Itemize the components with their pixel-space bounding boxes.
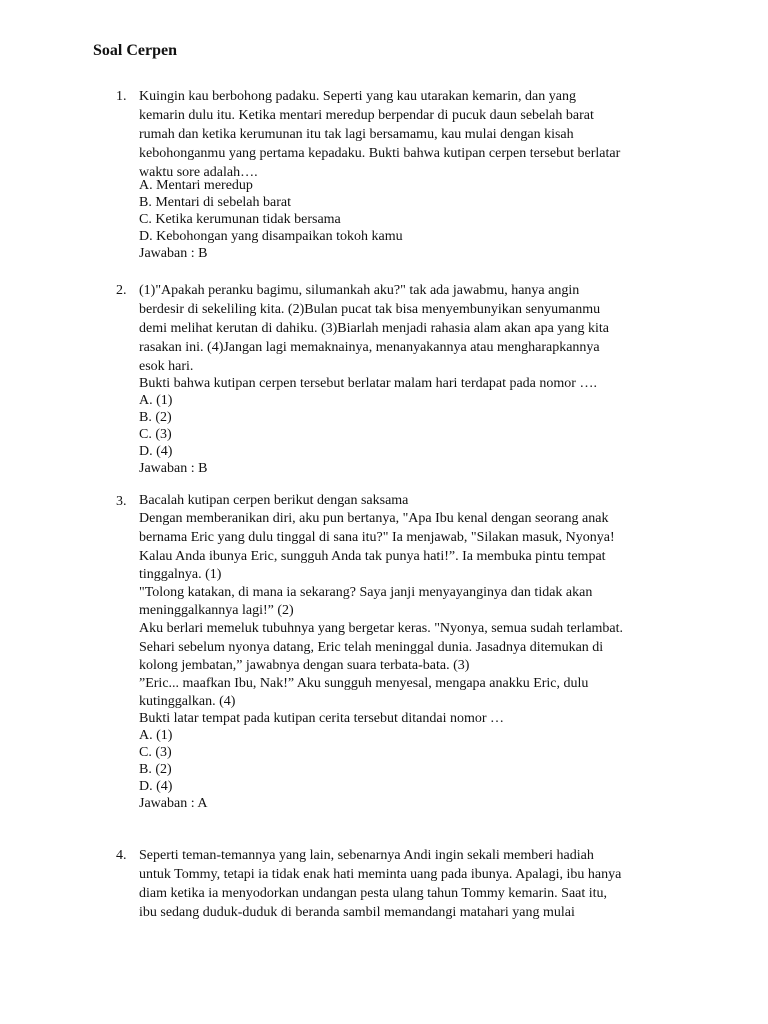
passage-line: (1)"Apakah peranku bagimu, silumankah aku?" tak ada jawabmu, hanya angin — [139, 283, 580, 298]
passage-line: meninggalkannya lagi!” (2) — [139, 603, 294, 618]
question-prompt: Bukti bahwa kutipan cerpen tersebut berlatar malam hari terdapat pada nomor …. — [139, 376, 597, 391]
passage-line: waktu sore adalah…. — [139, 165, 258, 180]
option-d: D. Kebohongan yang disampaikan tokoh kamu — [139, 229, 403, 244]
passage-line: Sehari sebelum nyonya datang, Eric telah meninggal dunia. Jasadnya ditemukan di — [139, 640, 604, 655]
option-a: A. (1) — [139, 728, 173, 743]
question-number: 1. — [116, 89, 127, 104]
passage-line: rumah dan ketika kerumunan itu tak lagi bersamamu, kau mulai dengan kisah — [139, 127, 574, 142]
passage-line: kebohonganmu yang pertama kepadaku. Bukti bahwa kutipan cerpen tersebut berlatar — [139, 146, 621, 161]
answer: Jawaban : B — [139, 461, 208, 476]
passage-line: diam ketika ia menyodorkan undangan pesta ulang tahun Tommy kemarin. Saat itu, — [139, 886, 608, 901]
question-number: 2. — [116, 283, 127, 298]
option-c: C. Ketika kerumunan tidak bersama — [139, 212, 341, 227]
passage-line: esok hari. — [139, 359, 194, 374]
passage-line: Seperti teman-temannya yang lain, sebenarnya Andi ingin sekali memberi hadiah — [139, 848, 594, 863]
passage-line: tinggalnya. (1) — [139, 567, 222, 582]
passage-line: ibu sedang duduk-duduk di beranda sambil memandangi matahari yang mulai — [139, 905, 575, 920]
option-c: C. (3) — [139, 745, 172, 760]
passage-line: untuk Tommy, tetapi ia tidak enak hati meminta uang pada ibunya. Apalagi, ibu hanya — [139, 867, 622, 882]
passage-line: kemarin dulu itu. Ketika mentari meredup berpendar di pucuk daun sebelah barat — [139, 108, 594, 123]
passage-line: ”Eric... maafkan Ibu, Nak!” Aku sungguh menyesal, mengapa anakku Eric, dulu — [139, 676, 589, 691]
question-number: 4. — [116, 848, 127, 863]
question-body — [139, 87, 684, 262]
question-body — [139, 846, 684, 922]
option-b: B. Mentari di sebelah barat — [139, 195, 292, 210]
question-intro: Bacalah kutipan cerpen berikut dengan saksama — [139, 493, 409, 508]
passage-line: Dengan memberanikan diri, aku pun bertanya, "Apa Ibu kenal dengan seorang anak — [139, 511, 609, 526]
option-d: D. (4) — [139, 779, 173, 794]
passage-line: kutinggalkan. (4) — [139, 694, 236, 709]
option-b: B. (2) — [139, 410, 172, 425]
option-b: B. (2) — [139, 762, 172, 777]
question-prompt: Bukti latar tempat pada kutipan cerita tersebut ditandai nomor … — [139, 711, 505, 726]
question-body — [139, 492, 684, 812]
option-a: A. Mentari meredup — [139, 178, 253, 193]
option-c: C. (3) — [139, 427, 172, 442]
passage-line: Kuingin kau berbohong padaku. Seperti yang kau utarakan kemarin, dan yang — [139, 89, 576, 104]
passage-line: berdesir di sekeliling kita. (2)Bulan pucat tak bisa menyembunyikan senyumanmu — [139, 302, 601, 317]
passage-line: Aku berlari memeluk tubuhnya yang bergetar keras. "Nyonya, semua sudah terlambat. — [139, 621, 624, 636]
answer: Jawaban : B — [139, 246, 208, 261]
page-title: Soal Cerpen — [93, 42, 177, 59]
passage-line: bernama Eric yang dulu tinggal di sana itu?" Ia menjawab, "Silakan masuk, Nyonya! — [139, 530, 615, 545]
passage-line: Kalau Anda ibunya Eric, sungguh Anda tak punya hati!”. Ia membuka pintu tempat — [139, 549, 606, 564]
question-body — [139, 281, 684, 477]
passage-line: demi melihat kerutan di dahiku. (3)Biarlah menjadi rahasia alam akan apa yang kita — [139, 321, 609, 336]
answer: Jawaban : A — [139, 796, 208, 811]
option-d: D. (4) — [139, 444, 173, 459]
option-a: A. (1) — [139, 393, 173, 408]
passage-line: kolong jembatan,” jawabnya dengan suara terbata-bata. (3) — [139, 658, 470, 673]
passage-line: "Tolong katakan, di mana ia sekarang? Saya janji menyayanginya dan tidak akan — [139, 585, 593, 600]
passage-line: rasakan ini. (4)Jangan lagi memaknainya, menanyakannya atau mengharapkannya — [139, 340, 600, 355]
question-number: 3. — [116, 494, 127, 509]
